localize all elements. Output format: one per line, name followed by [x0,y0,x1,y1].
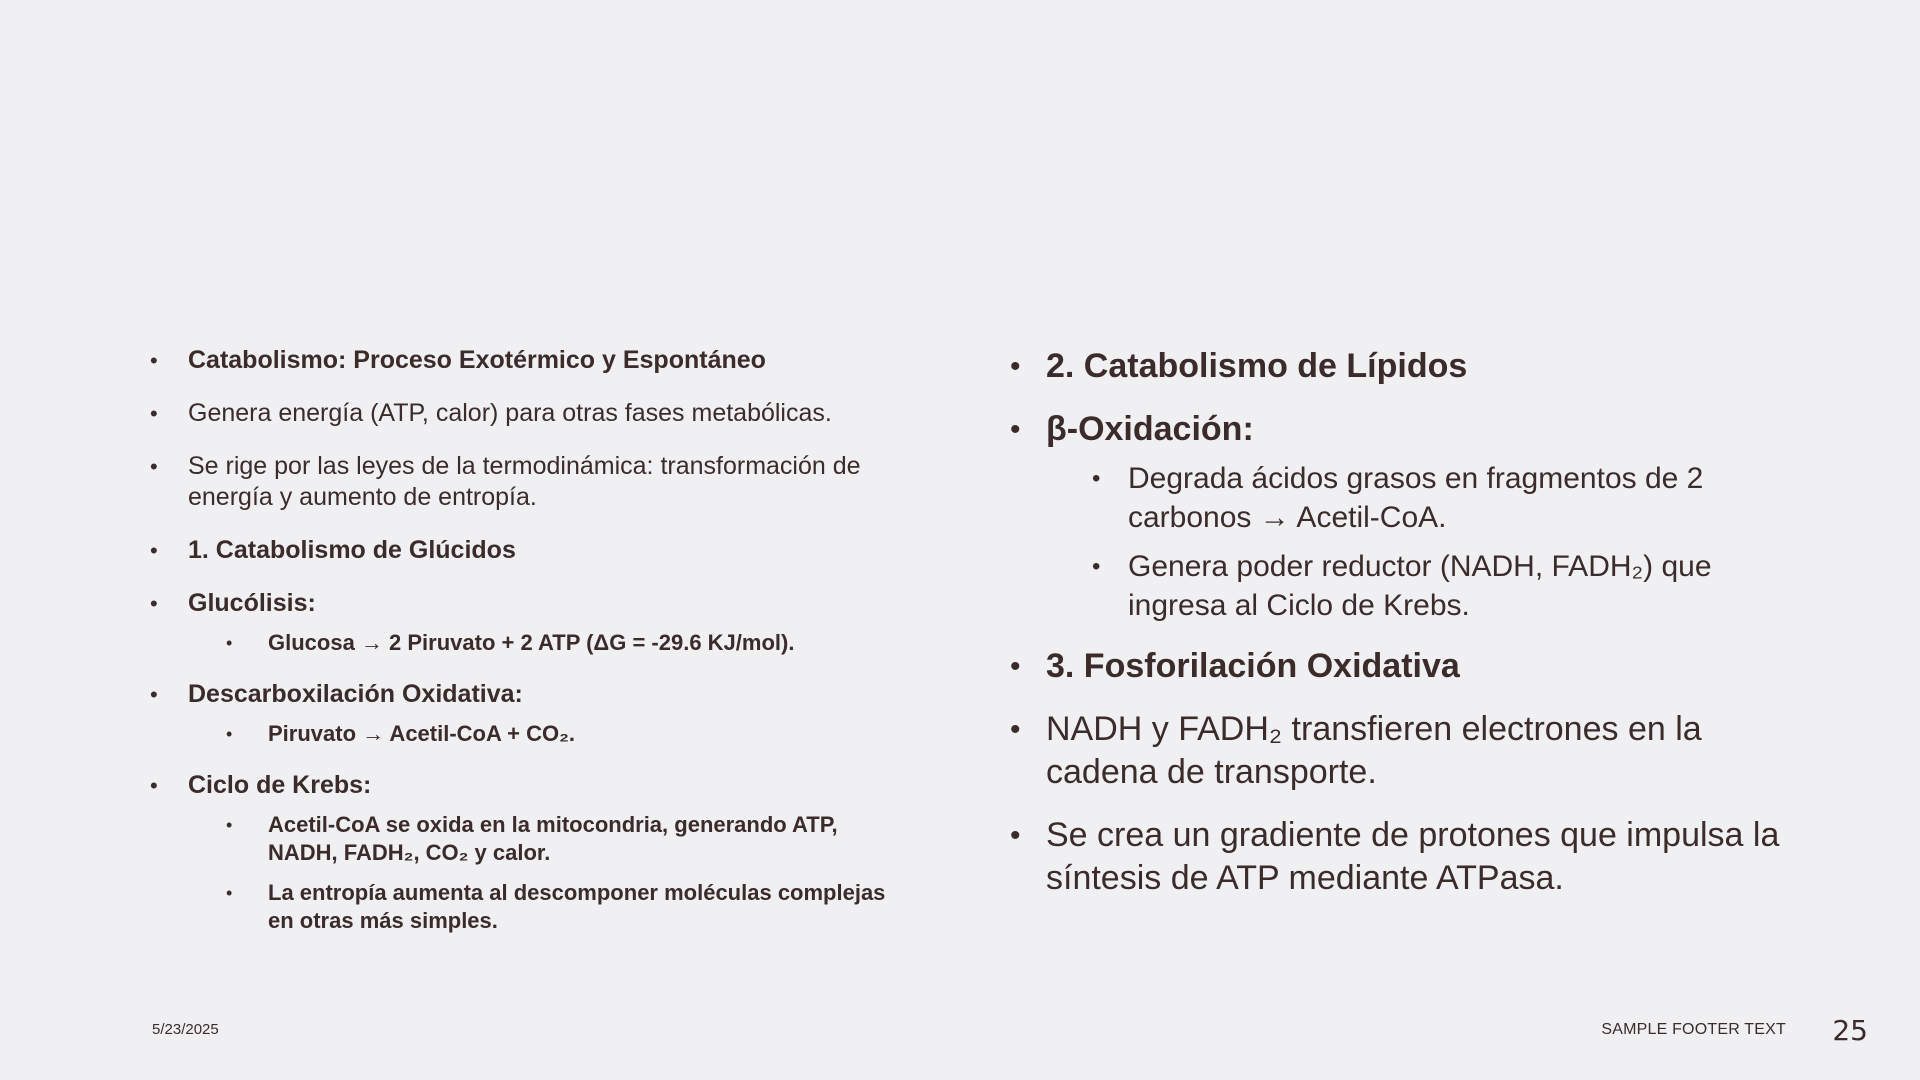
bullet-text: Genera energía (ATP, calor) para otras fases metabólicas. [188,399,832,427]
bullet-icon: • [226,724,233,744]
bullet-fosforilacion [1010,645,1800,688]
bullet-text: Glucólisis: [188,589,316,617]
sub-bullet-list [188,629,910,657]
bullet-icon: • [150,401,158,426]
bullet-icon: • [226,815,233,835]
bullet-termodinamica [150,451,910,513]
bullet-genera-energia [150,398,910,429]
bullet-icon: • [1092,465,1101,492]
bullet-catabolismo-glucidos [150,535,910,566]
sub-bullet-list [1046,459,1800,625]
sub-bullet-poder-reductor [1010,547,1800,625]
sub-bullet-degrada [1010,459,1800,537]
bullet-text: Descarboxilación Oxidativa: [188,680,523,708]
bullet-text: NADH y FADH₂ transfieren electrones en la cadena de transporte. [1046,710,1702,791]
right-bullet-list [1010,345,1800,900]
bullet-icon: • [150,682,158,707]
sub-bullet-text: Genera poder reductor (NADH, FADH₂) que ingresa al Ciclo de Krebs. [1128,550,1712,622]
sub-bullet-entropia [150,879,910,935]
bullet-icon: • [150,348,158,373]
bullet-icon: • [150,773,158,798]
left-content-column [150,345,910,957]
bullet-descarboxilacion [150,679,910,748]
bullet-icon: • [1010,713,1021,746]
bullet-icon: • [150,538,158,563]
bullet-text: Catabolismo: Proceso Exotérmico y Espontáneo [188,346,766,374]
bullet-icon: • [226,633,233,653]
footer-text: SAMPLE FOOTER TEXT [1601,1021,1786,1038]
bullet-icon: • [150,454,158,479]
right-content-column [1010,345,1800,920]
bullet-text: Se crea un gradiente de protones que impulsa la síntesis de ATP mediante ATPasa. [1046,816,1780,897]
slide-number: 25 [1832,1014,1868,1047]
bullet-text: 3. Fosforilación Oxidativa [1046,647,1460,685]
sub-bullet-glucosa [150,629,910,657]
bullet-icon: • [1010,350,1021,383]
bullet-glucolisis [150,588,910,657]
sub-bullet-text: Acetil-CoA se oxida en la mitocondria, generando ATP, NADH, FADH₂, CO₂ y calor. [268,812,838,865]
bullet-ciclo-krebs [150,770,910,935]
bullet-icon: • [226,883,233,903]
sub-bullet-text: Degrada ácidos grasos en fragmentos de 2 carbonos → Acetil-CoA. [1128,462,1704,534]
bullet-text: Se rige por las leyes de la termodinámica: transformación de energía y aumento de entropía. [188,452,861,511]
sub-bullet-piruvato [150,720,910,748]
bullet-text: 2. Catabolismo de Lípidos [1046,347,1468,385]
bullet-catabolismo-lipidos [1010,345,1800,388]
bullet-icon: • [1092,553,1101,580]
bullet-nadh-fadh2 [1010,708,1800,794]
sub-bullet-acetil-coa [150,811,910,867]
bullet-icon: • [1010,650,1021,683]
bullet-text: β-Oxidación: [1046,410,1254,448]
bullet-icon: • [1010,413,1021,446]
bullet-beta-oxidacion [1010,408,1800,625]
left-bullet-list [150,345,910,935]
bullet-icon: • [150,591,158,616]
footer-date: 5/23/2025 [152,1021,219,1038]
sub-bullet-text: Piruvato → Acetil-CoA + CO₂. [268,721,576,746]
bullet-text: Ciclo de Krebs: [188,771,372,799]
bullet-catabolismo-heading [150,345,910,376]
sub-bullet-text: Glucosa → 2 Piruvato + 2 ATP (ΔG = -29.6 KJ/mol). [268,630,795,655]
bullet-gradiente-protones [1010,814,1800,900]
sub-bullet-text: La entropía aumenta al descomponer moléculas complejas en otras más simples. [268,880,886,933]
sub-bullet-list [188,720,910,748]
sub-bullet-list [188,811,910,935]
bullet-text: 1. Catabolismo de Glúcidos [188,536,516,564]
bullet-icon: • [1010,819,1021,852]
